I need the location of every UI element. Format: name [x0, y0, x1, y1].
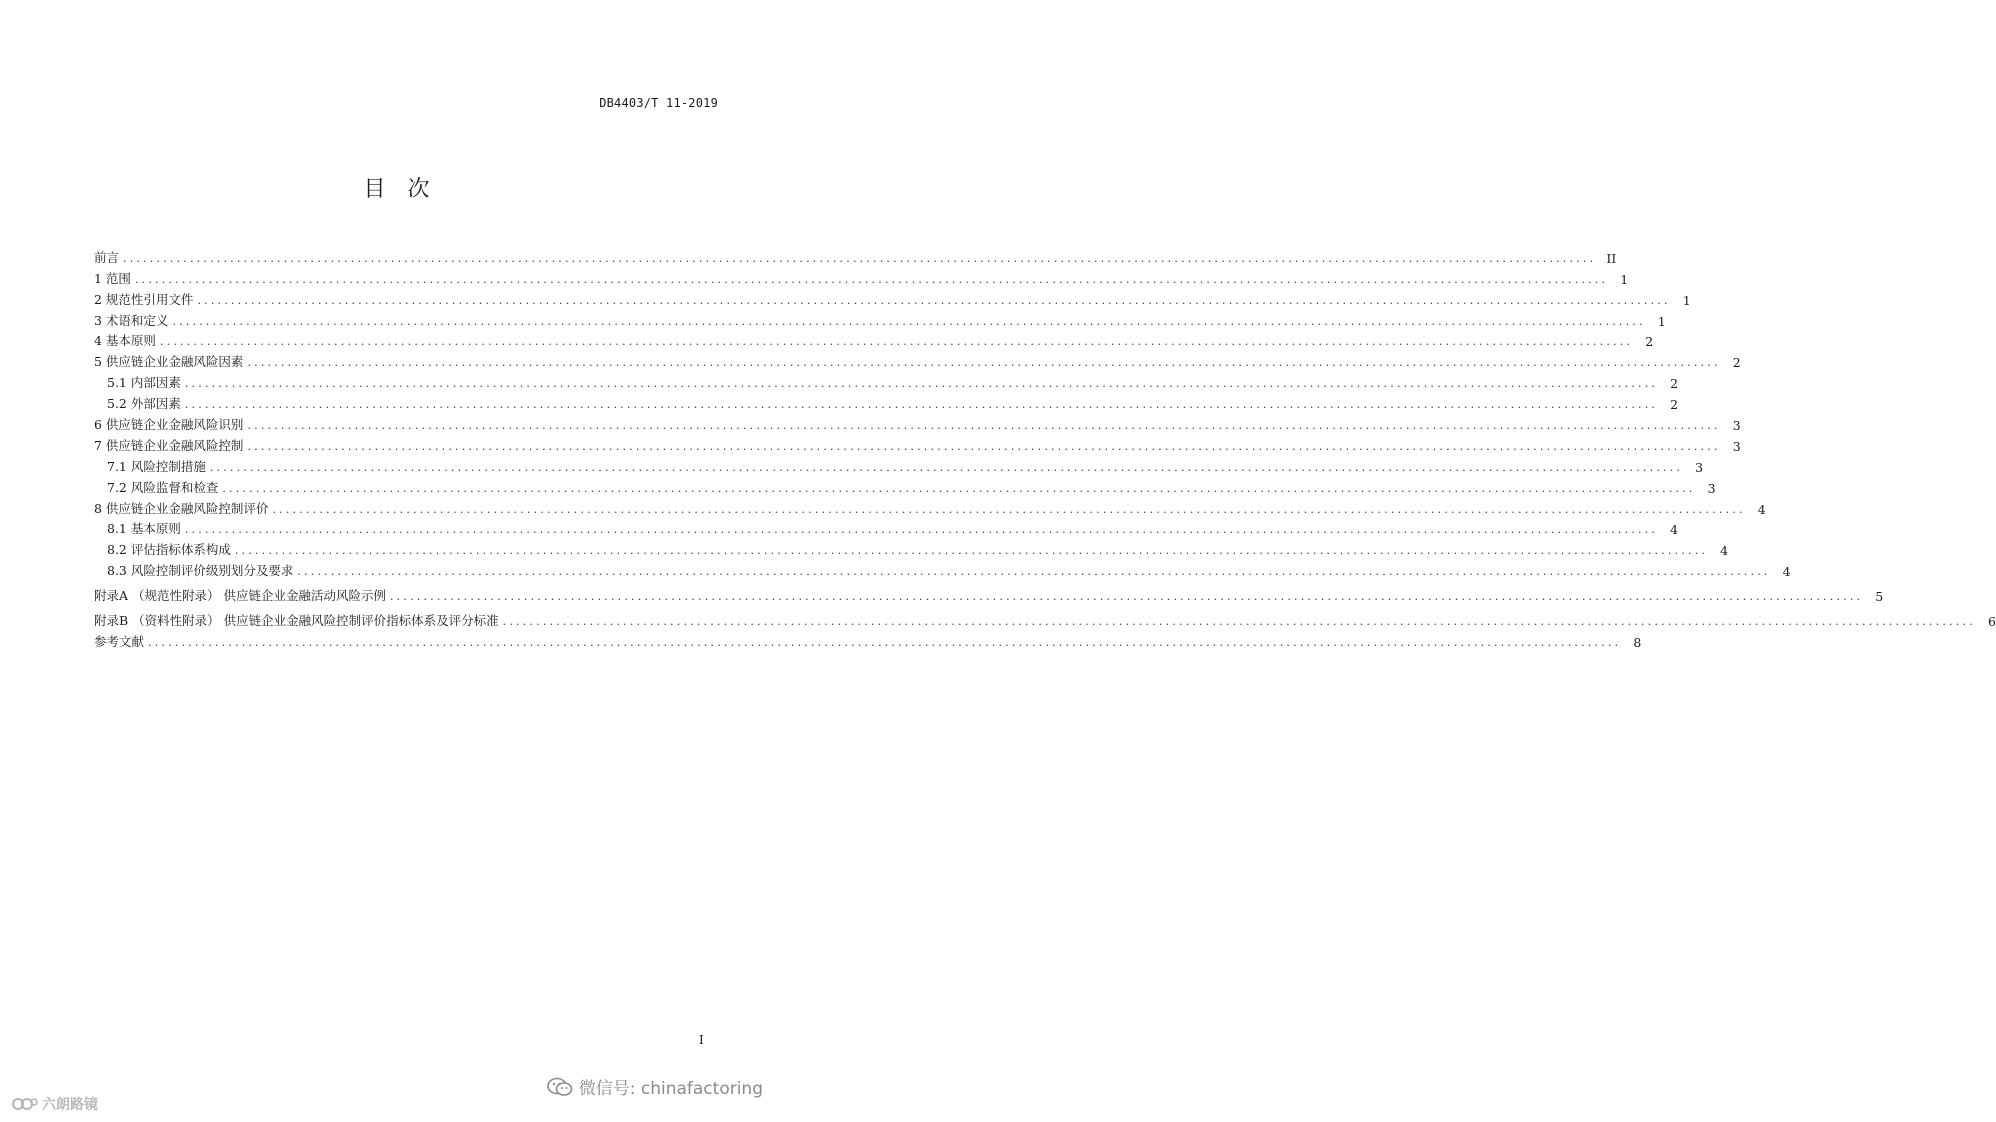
toc-entry[interactable] [94, 329, 1654, 350]
toc-entry[interactable] [94, 266, 1629, 287]
toc-entry-page: 1 [1657, 313, 1666, 329]
toc-entry-page: 3 [1695, 459, 1704, 475]
wechat-watermark [547, 1074, 763, 1099]
toc-entry-page: 1 [1620, 271, 1629, 287]
table-of-contents [94, 245, 1996, 650]
toc-leader-dots: ............................................................................................................................................................................................................................ [222, 481, 1696, 495]
toc-leader-dots: ............................................................................................................................................................................................................................ [247, 439, 1721, 453]
toc-entry[interactable] [94, 433, 1741, 454]
toc-entry-label: 7 供应链企业金融风险控制 [94, 437, 244, 453]
toc-entry[interactable] [94, 412, 1741, 434]
toc-entry-page: 3 [1732, 418, 1741, 434]
toc-entry[interactable] [94, 308, 1666, 329]
toc-entry-page: 2 [1670, 397, 1679, 413]
toc-entry-label: 5.2 外部因素 [107, 396, 181, 412]
toc-entry-label: 8.3 风险控制评价级别划分及要求 [107, 563, 294, 579]
toc-entry-page: 2 [1732, 355, 1741, 371]
toc-entry-page: 4 [1720, 543, 1729, 559]
toc-entry[interactable] [94, 537, 1729, 559]
toc-entry-label: 7.2 风险监督和检查 [107, 479, 219, 495]
toc-entry[interactable] [94, 517, 1679, 538]
toc-entry[interactable] [94, 475, 1716, 496]
toc-entry-label: 6 供应链企业金融风险识别 [94, 417, 244, 433]
toc-entry-page: 3 [1732, 438, 1741, 454]
toc-entry-page: 4 [1757, 501, 1766, 517]
toc-entry[interactable] [94, 370, 1679, 392]
toc-leader-dots: ............................................................................................................................................................................................................................ [172, 314, 1646, 328]
toc-leader-dots: ............................................................................................................................................................................................................................ [184, 398, 1659, 412]
toc-leader-dots: ............................................................................................................................................................................................................................ [297, 565, 1771, 579]
toc-entry-label: 5.1 内部因素 [107, 375, 181, 391]
logo-watermark [12, 1094, 98, 1114]
toc-entry-label: 参考文献 [94, 633, 145, 649]
toc-entry[interactable] [94, 245, 1617, 266]
page-number: I [699, 1033, 704, 1047]
page-title: 目次 [363, 177, 452, 202]
toc-leader-dots: ............................................................................................................................................................................................................................ [234, 544, 1709, 558]
toc-entry[interactable] [94, 629, 1642, 650]
toc-entry-label: 4 基本原则 [94, 333, 156, 349]
toc-leader-dots: ............................................................................................................................................................................................................................ [184, 377, 1659, 391]
toc-entry-page: 2 [1645, 334, 1654, 350]
toc-entry-page: 4 [1782, 564, 1791, 580]
toc-entry-label: 7.1 风险控制措施 [107, 458, 206, 474]
toc-leader-dots: ............................................................................................................................................................................................................................ [123, 251, 1597, 265]
toc-entry-label: 附录A （规范性附录） 供应链企业金融活动风险示例 [94, 588, 386, 604]
toc-entry-page: 3 [1707, 480, 1716, 496]
toc-entry-label: 3 术语和定义 [94, 312, 169, 328]
wechat-id-text: 微信号: chinafactoring [578, 1079, 763, 1099]
toc-leader-dots: ............................................................................................................................................................................................................................ [197, 293, 1671, 307]
toc-entry-page: 2 [1670, 376, 1679, 392]
wechat-icon [547, 1077, 573, 1097]
toc-entry-page: 1 [1682, 292, 1691, 308]
document-code: DB4403/T 11-2019 [599, 96, 718, 110]
toc-leader-dots: ............................................................................................................................................................................................................................ [272, 502, 1746, 516]
toc-entry-label: 附录B （资料性附录） 供应链企业金融风险控制评价指标体系及评分标准 [94, 613, 499, 629]
toc-entry[interactable] [94, 583, 1884, 605]
toc-entry-label: 5 供应链企业金融风险因素 [94, 354, 244, 370]
toc-entry[interactable] [94, 496, 1766, 517]
toc-entry-page: 5 [1875, 589, 1884, 605]
toc-entry-page: II [1606, 250, 1617, 266]
toc-entry-label: 8 供应链企业金融风险控制评价 [94, 500, 269, 516]
toc-leader-dots: ............................................................................................................................................................................................................................ [247, 419, 1721, 433]
toc-leader-dots: ............................................................................................................................................................................................................................ [184, 523, 1659, 537]
toc-leader-dots: ............................................................................................................................................................................................................................ [389, 590, 1864, 604]
toc-leader-dots: ............................................................................................................................................................................................................................ [148, 635, 1622, 649]
toc-entry[interactable] [94, 454, 1704, 475]
toc-leader-dots: ............................................................................................................................................................................................................................ [159, 335, 1634, 349]
toc-entry[interactable] [94, 558, 1791, 580]
toc-entry[interactable] [94, 349, 1741, 371]
toc-entry-label: 8.1 基本原则 [107, 521, 181, 537]
toc-entry-label: 2 规范性引用文件 [94, 291, 194, 307]
toc-entry[interactable] [94, 391, 1679, 413]
toc-entry[interactable] [94, 287, 1691, 308]
toc-leader-dots: ............................................................................................................................................................................................................................ [247, 356, 1721, 370]
logo-icon [12, 1096, 38, 1112]
toc-entry[interactable] [94, 608, 1996, 630]
toc-entry-label: 前言 [94, 249, 120, 265]
toc-entry-page: 4 [1670, 522, 1679, 538]
toc-entry-label: 8.2 评估指标体系构成 [107, 542, 231, 558]
toc-leader-dots: ............................................................................................................................................................................................................................ [502, 615, 1976, 629]
toc-entry-label: 1 范围 [94, 270, 131, 286]
toc-entry-page: 6 [1987, 614, 1996, 630]
toc-entry-page: 8 [1633, 634, 1642, 650]
toc-leader-dots: ............................................................................................................................................................................................................................ [209, 460, 1684, 474]
logo-text: 六朗路镜 [42, 1097, 98, 1113]
toc-leader-dots: ............................................................................................................................................................................................................................ [134, 272, 1609, 286]
